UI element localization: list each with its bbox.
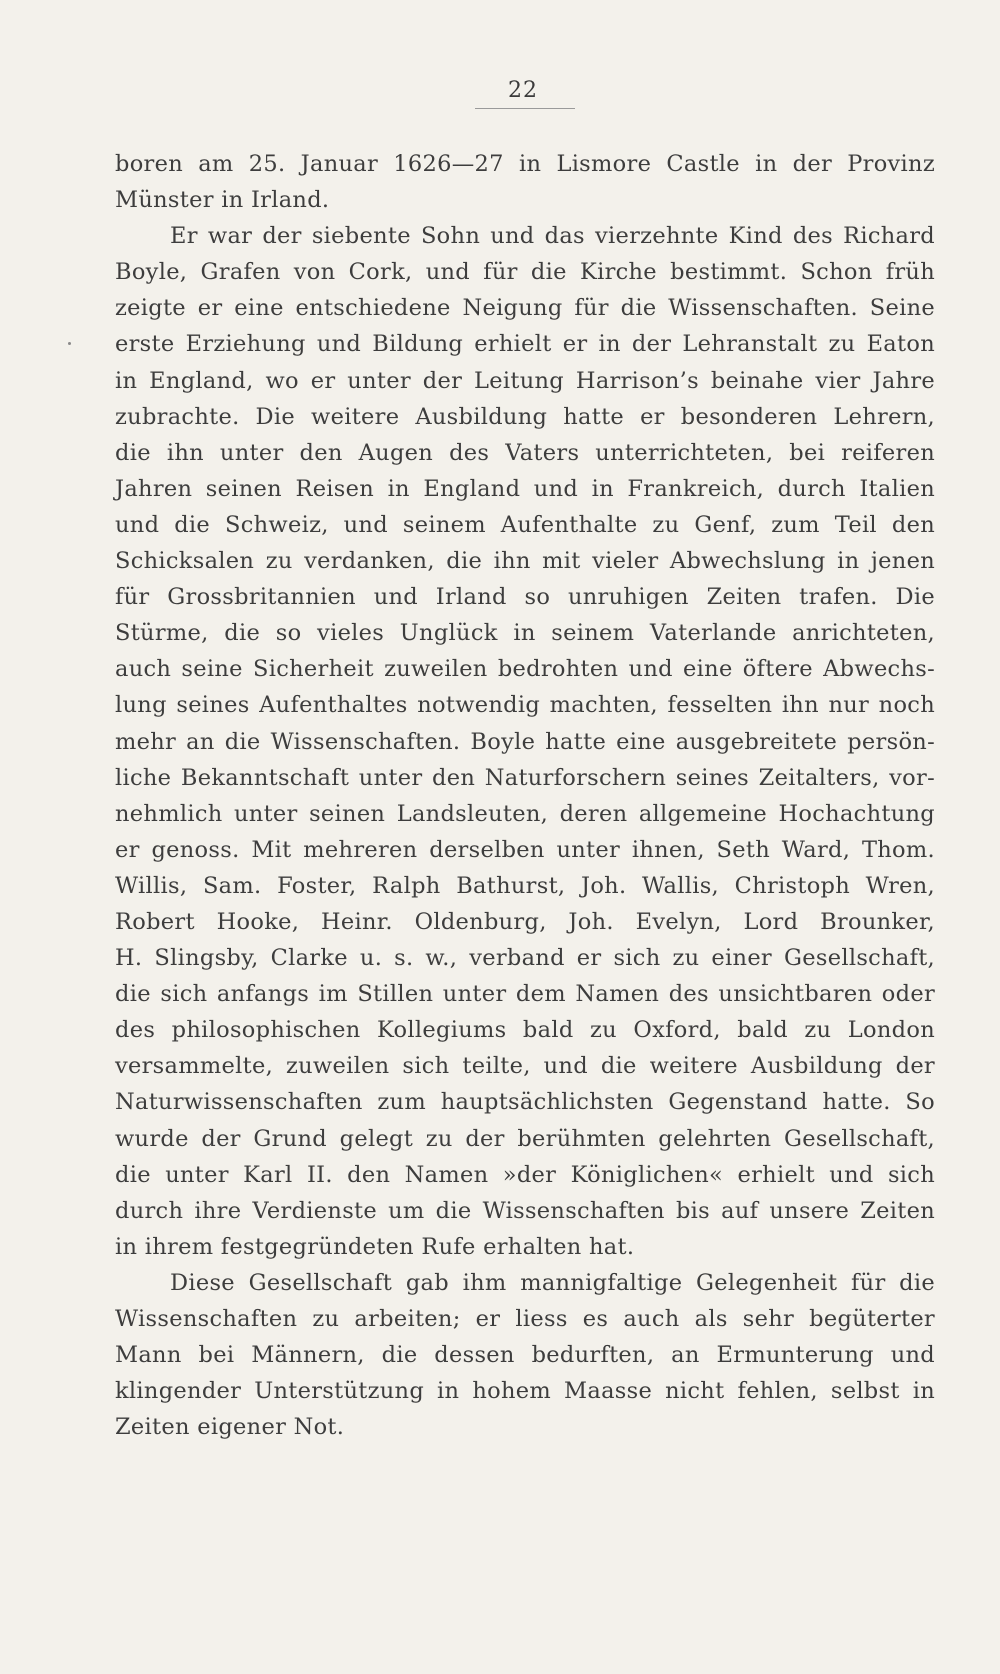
page-number-area — [470, 78, 576, 103]
text-line: Wissenschaften zu arbeiten; er liess es auch als sehr begüterter — [115, 1306, 935, 1332]
header-rule — [475, 108, 575, 109]
text-line: lung seines Aufenthaltes notwendig machten, fesselten ihn nur noch — [115, 692, 935, 719]
page-number: 22 — [508, 78, 538, 103]
text-line: Stürme, die so vieles Unglück in seinem Vaterlande anrichteten, — [115, 620, 935, 647]
text-line: für Grossbritannien und Irland so unruhigen Zeiten trafen. Die — [115, 584, 935, 611]
text-line: Zeiten eigener Not. — [115, 1414, 345, 1441]
text-line: H. Slingsby, Clarke u. s. w., verband er sich zu einer Gesellschaft, — [115, 945, 935, 972]
text-line: die sich anfangs im Stillen unter dem Namen des unsichtbaren oder — [115, 981, 935, 1008]
text-line: Naturwissenschaften zum hauptsächlichsten Gegenstand hatte. So — [115, 1089, 935, 1116]
text-line: zubrachte. Die weitere Ausbildung hatte er besonderen Lehrern, — [115, 403, 935, 430]
text-line: Robert Hooke, Heinr. Oldenburg, Joh. Evelyn, Lord Brounker, — [115, 908, 935, 935]
text-line: in ihrem festgegründeten Rufe erhalten hat. — [115, 1233, 635, 1260]
text-line: die unter Karl II. den Namen »der Königlichen« erhielt und sich — [115, 1161, 935, 1188]
text-line: in England, wo er unter der Leitung Harrison’s beinahe vier Jahre — [115, 367, 935, 394]
text-line: Diese Gesellschaft gab ihm mannigfaltige Gelegenheit für die — [170, 1269, 935, 1296]
text-line: er genoss. Mit mehreren derselben unter ihnen, Seth Ward, Thom. — [115, 836, 935, 863]
text-line: Boyle, Grafen von Cork, und für die Kirche bestimmt. Schon früh — [115, 259, 935, 286]
text-line: Willis, Sam. Foster, Ralph Bathurst, Joh. Wallis, Christoph Wren, — [115, 872, 935, 899]
text-line: wurde der Grund gelegt zu der berühmten gelehrten Gesellschaft, — [115, 1125, 935, 1152]
text-line: Münster in Irland. — [115, 187, 330, 214]
text-line: auch seine Sicherheit zuweilen bedrohten und eine öftere Abwechs- — [115, 656, 935, 683]
text-line: boren am 25. Januar 1626—27 in Lismore Castle in der Provinz — [115, 151, 935, 177]
paper-speck — [68, 342, 71, 345]
text-line: klingender Unterstützung in hohem Maasse nicht fehlen, selbst in — [115, 1378, 935, 1405]
text-line: durch ihre Verdienste um die Wissenschaften bis auf unsere Zeiten — [115, 1197, 935, 1224]
text-line: mehr an die Wissenschaften. Boyle hatte eine ausgebreitete persön- — [115, 728, 935, 755]
text-line: nehmlich unter seinen Landsleuten, deren allgemeine Hochachtung — [115, 800, 935, 827]
text-line: versammelte, zuweilen sich teilte, und die weitere Ausbildung der — [115, 1053, 935, 1080]
text-line: Er war der siebente Sohn und das vierzehnte Kind des Richard — [170, 223, 935, 250]
text-line: Schicksalen zu verdanken, die ihn mit vieler Abwechslung in jenen — [115, 548, 935, 575]
body-text — [115, 146, 935, 1445]
text-line: Jahren seinen Reisen in England und in Frankreich, durch Italien — [115, 475, 935, 502]
text-line: erste Erziehung und Bildung erhielt er in der Lehranstalt zu Eaton — [115, 331, 935, 358]
text-line: Mann bei Männern, die dessen bedurften, an Ermunterung und — [115, 1342, 935, 1369]
text-line: und die Schweiz, und seinem Aufenthalte zu Genf, zum Teil den — [115, 511, 935, 538]
text-line: zeigte er eine entschiedene Neigung für die Wissenschaften. Seine — [115, 295, 935, 322]
text-line: liche Bekanntschaft unter den Naturforschern seines Zeitalters, vor- — [115, 764, 935, 791]
text-line: des philosophischen Kollegiums bald zu Oxford, bald zu London — [115, 1017, 935, 1044]
text-line: die ihn unter den Augen des Vaters unterrichteten, bei reiferen — [115, 439, 935, 466]
